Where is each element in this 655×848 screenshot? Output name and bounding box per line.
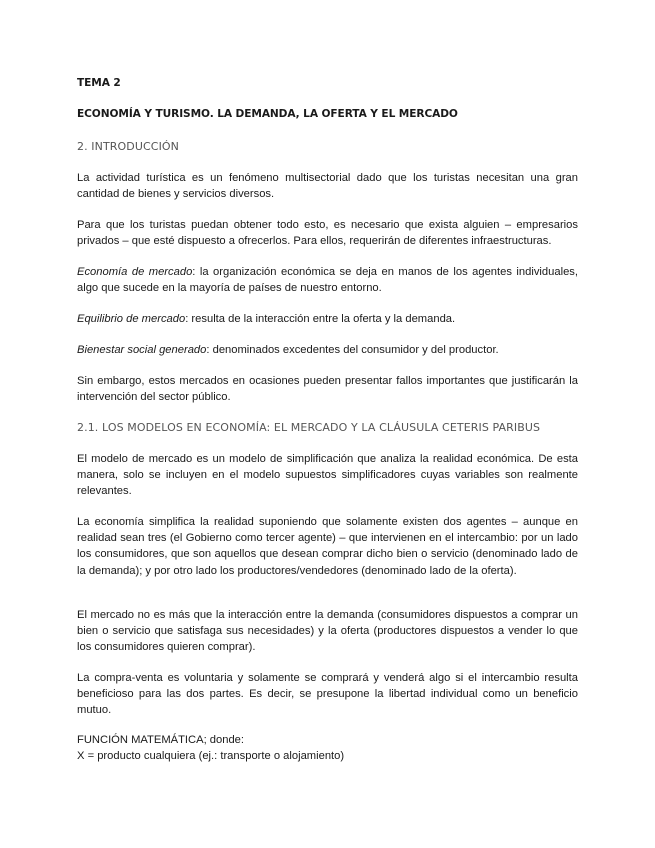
funcion-matematica-label: FUNCIÓN MATEMÁTICA; donde: [77,734,245,746]
section-heading-modelos-economia: 2.1. LOS MODELOS EN ECONOMÍA: EL MERCADO Y LA CLÁUSULA CETERIS PARIBUS [77,421,541,434]
paragraph-modelo-de-mercado: El modelo de mercado es un modelo de simplificación que analiza la realidad económica. De esta manera, solo se incluyen en el modelo supuestos simplificadores cuyas variables son realmente relevantes. [77,453,578,498]
definition-bienestar-social: : denominados excedentes del consumidor y del productor. [206,344,499,356]
term-equilibrio-de-mercado: Equilibrio de mercado [77,313,186,325]
paragraph-dos-agentes: La economía simplifica la realidad suponiendo que solamente existen dos agentes – aunque en realidad sean tres (el Gobierno como tercer agente) – que intervienen en el intercambio: por un lado los consumidores, que son aquellos que desean comprar dicho bien o servicio (denominado lado de la demanda); y por otro lado los productores/vendedores (denominado lado de la oferta). [77,516,578,577]
paragraph-bienestar-social [77,342,578,358]
paragraph-interaccion-demanda-oferta: El mercado no es más que la interacción entre la demanda (consumidores dispuestos a comprar un bien o servicio que satisfaga sus necesidades) y la oferta (productores dispuestos a vender lo que los consumidores quieren comprar). [77,609,578,654]
definition-equilibrio-de-mercado: : resulta de la interacción entre la oferta y la demanda. [185,313,456,325]
term-economia-de-mercado: Economía de mercado [77,266,193,278]
paragraph-economia-de-mercado [77,264,578,296]
paragraph-compra-venta: La compra-venta es voluntaria y solamente se comprará y venderá algo si el intercambio resulta beneficioso para las dos partes. Es decir, se presupone la libertad individual como un beneficio mutuo. [77,672,578,717]
definition-economia-de-mercado: : la organización económica se deja en manos de los agentes individuales, algo que sucede en la mayoría de países de nuestro entorno. [77,266,578,295]
section-heading-introduccion: 2. INTRODUCCIÓN [77,140,179,153]
paragraph-fallos-de-mercado: Sin embargo, estos mercados en ocasiones pueden presentar fallos importantes que justificarán la intervención del sector público. [77,375,578,404]
term-bienestar-social: Bienestar social generado [77,344,207,356]
paragraph-empresarios-privados: Para que los turistas puedan obtener todo esto, es necesario que exista alguien – empresarios privados – que esté dispuesto a ofrecerlos. Para ellos, requerirán de diferentes infraestructuras. [77,219,578,248]
paragraph-equilibrio-de-mercado [77,311,578,327]
tema-label: TEMA 2 [77,77,121,89]
document-title: ECONOMÍA Y TURISMO. LA DEMANDA, LA OFERTA Y EL MERCADO [77,108,458,120]
funcion-matematica-x-definition: X = producto cualquiera (ej.: transporte o alojamiento) [77,750,345,762]
paragraph-actividad-turistica: La actividad turística es un fenómeno multisectorial dado que los turistas necesitan una gran cantidad de bienes y servicios diversos. [77,172,578,201]
